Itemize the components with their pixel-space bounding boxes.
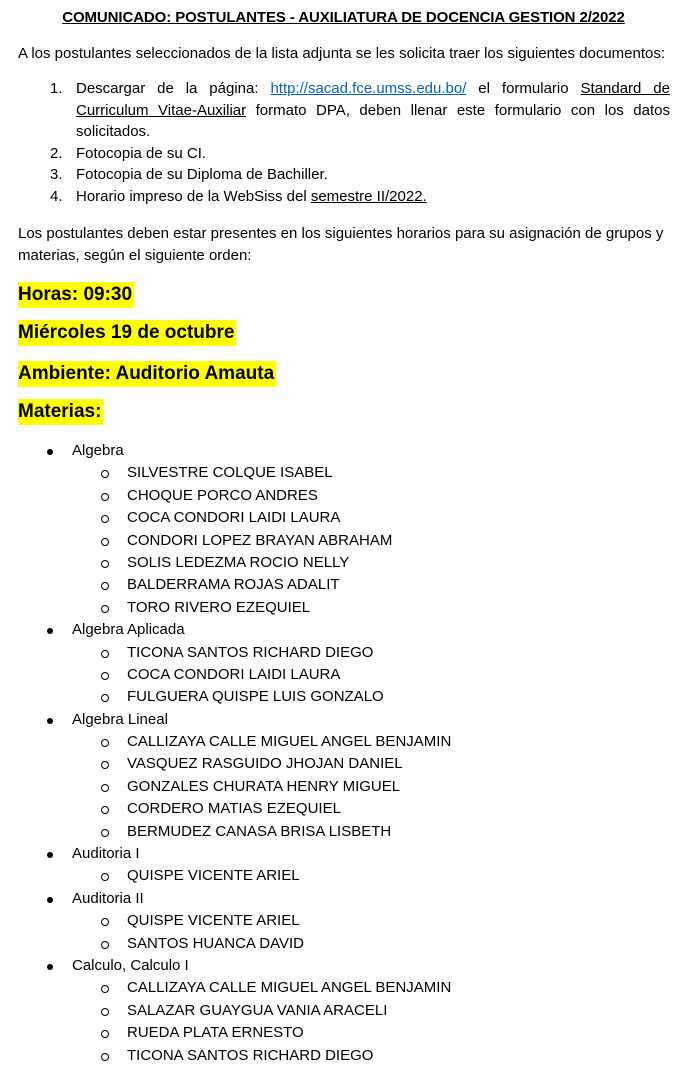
- schedule-date: Miércoles 19 de octubre: [18, 320, 236, 346]
- applicant-name: SALAZAR GUAYGUA VANIA ARACELI: [127, 1001, 388, 1019]
- circle-bullet-icon: [101, 985, 109, 993]
- applicant-item: [18, 507, 670, 529]
- circle-bullet-icon: [101, 784, 109, 792]
- applicant-item: [18, 798, 670, 820]
- subject-item: [18, 619, 670, 641]
- applicant-item: [18, 597, 670, 619]
- subjects-heading: Materias:: [18, 399, 103, 425]
- applicant-name: SILVESTRE COLQUE ISABEL: [127, 464, 333, 482]
- requirement-text: el formulario: [466, 80, 581, 97]
- applicant-item: [18, 530, 670, 552]
- applicant-item: [18, 933, 670, 955]
- circle-bullet-icon: [101, 918, 109, 926]
- subject-item: [18, 709, 670, 731]
- subject-item: [18, 955, 670, 977]
- subject-name: Algebra Lineal: [72, 710, 168, 728]
- applicant-name: BERMUDEZ CANASA BRISA LISBETH: [127, 822, 392, 840]
- applicant-name: COCA CONDORI LAIDI LAURA: [127, 509, 341, 527]
- bullet-icon: [47, 897, 53, 903]
- applicant-name: SOLIS LEDEZMA ROCIO NELLY: [127, 553, 350, 571]
- subject-item: [18, 888, 670, 910]
- list-number: 1.: [50, 80, 63, 97]
- requirement-text: Fotocopia de su CI.: [76, 144, 207, 162]
- applicant-item: [18, 1045, 670, 1067]
- applicant-name: TICONA SANTOS RICHARD DIEGO: [127, 643, 374, 661]
- applicant-item: [18, 731, 670, 753]
- circle-bullet-icon: [101, 1030, 109, 1038]
- subject-name: Auditoria II: [72, 889, 144, 907]
- bullet-icon: [47, 718, 53, 724]
- circle-bullet-icon: [101, 1008, 109, 1016]
- applicant-name: CALLIZAYA CALLE MIGUEL ANGEL BENJAMIN: [127, 979, 452, 997]
- bullet-icon: [47, 628, 53, 634]
- notice-paragraph: Los postulantes deben estar presentes en los siguientes horarios para su asignación de grupos y materias, según el siguiente orden:: [18, 225, 664, 264]
- applicant-item: [18, 776, 670, 798]
- circle-bullet-icon: [101, 605, 109, 613]
- circle-bullet-icon: [101, 829, 109, 837]
- circle-bullet-icon: [101, 560, 109, 568]
- applicant-name: CONDORI LOPEZ BRAYAN ABRAHAM: [127, 531, 393, 549]
- requirement-item: [18, 164, 670, 186]
- applicant-name: GONZALES CHURATA HENRY MIGUEL: [127, 777, 401, 795]
- applicant-item: [18, 753, 670, 775]
- requirement-item: [18, 143, 670, 165]
- applicant-name: QUISPE VICENTE ARIEL: [127, 867, 300, 885]
- list-number: 3.: [50, 166, 63, 183]
- list-number: 2.: [50, 144, 63, 162]
- circle-bullet-icon: [101, 694, 109, 702]
- form-name: Standard de Curriculum Vitae-Auxiliar: [76, 80, 670, 119]
- applicant-name: CORDERO MATIAS EZEQUIEL: [127, 800, 341, 818]
- bullet-icon: [47, 964, 53, 970]
- circle-bullet-icon: [101, 650, 109, 658]
- requirement-text: Fotocopia de su Diploma de Bachiller.: [76, 166, 328, 183]
- page-title: COMUNICADO: POSTULANTES - AUXILIATURA DE DOCENCIA GESTION 2/2022: [62, 9, 625, 26]
- circle-bullet-icon: [101, 582, 109, 590]
- subjects-list: [18, 440, 670, 1067]
- subject-name: Auditoria I: [72, 845, 140, 863]
- circle-bullet-icon: [101, 873, 109, 881]
- applicant-name: RUEDA PLATA ERNESTO: [127, 1024, 304, 1042]
- semester-text: semestre II/2022.: [310, 187, 427, 205]
- circle-bullet-icon: [101, 739, 109, 747]
- applicant-item: [18, 821, 670, 843]
- requirement-text: formato DPA, deben llenar este formulario con los datos solicitados.: [76, 101, 670, 140]
- applicant-name: TICONA SANTOS RICHARD DIEGO: [127, 1046, 374, 1064]
- applicant-name: CALLIZAYA CALLE MIGUEL ANGEL BENJAMIN: [127, 733, 452, 751]
- requirements-list: [18, 78, 670, 207]
- applicant-item: [18, 485, 670, 507]
- applicant-name: SANTOS HUANCA DAVID: [127, 934, 304, 952]
- applicant-item: [18, 865, 670, 887]
- list-number: 4.: [50, 187, 63, 205]
- applicant-item: [18, 574, 670, 596]
- schedule-venue: Ambiente: Auditorio Amauta: [18, 361, 276, 387]
- applicant-item: [18, 664, 670, 686]
- applicant-name: FULGUERA QUISPE LUIS GONZALO: [127, 688, 384, 706]
- applicant-item: [18, 462, 670, 484]
- applicant-name: COCA CONDORI LAIDI LAURA: [127, 665, 341, 683]
- applicant-item: [18, 1000, 670, 1022]
- applicant-item: [18, 1022, 670, 1044]
- bullet-icon: [47, 449, 53, 455]
- applicant-name: BALDERRAMA ROJAS ADALIT: [127, 576, 340, 594]
- sacad-link[interactable]: http://sacad.fce.umss.edu.bo/: [270, 80, 467, 97]
- requirement-item: [18, 78, 670, 143]
- requirement-text: Descargar de la página:: [76, 80, 271, 97]
- circle-bullet-icon: [101, 470, 109, 478]
- intro-paragraph: A los postulantes seleccionados de la lista adjunta se les solicita traer los siguientes documentos:: [18, 45, 666, 62]
- circle-bullet-icon: [101, 1053, 109, 1061]
- subject-item: [18, 440, 670, 462]
- applicant-item: [18, 977, 670, 999]
- subject-name: Calculo, Calculo I: [72, 956, 189, 974]
- applicant-name: TORO RIVERO EZEQUIEL: [127, 598, 311, 616]
- applicant-name: VASQUEZ RASGUIDO JHOJAN DANIEL: [127, 755, 403, 773]
- schedule-hours: Horas: 09:30: [18, 282, 134, 308]
- circle-bullet-icon: [101, 941, 109, 949]
- applicant-item: [18, 686, 670, 708]
- requirement-item: [18, 186, 670, 208]
- circle-bullet-icon: [101, 672, 109, 680]
- circle-bullet-icon: [101, 538, 109, 546]
- circle-bullet-icon: [101, 515, 109, 523]
- requirement-text: Horario impreso de la WebSiss del: [76, 187, 311, 205]
- bullet-icon: [47, 852, 53, 858]
- applicant-item: [18, 642, 670, 664]
- circle-bullet-icon: [101, 493, 109, 501]
- applicant-name: CHOQUE PORCO ANDRES: [127, 486, 318, 504]
- circle-bullet-icon: [101, 761, 109, 769]
- circle-bullet-icon: [101, 806, 109, 814]
- subject-item: [18, 843, 670, 865]
- applicant-name: QUISPE VICENTE ARIEL: [127, 912, 300, 930]
- subject-name: Algebra: [72, 442, 124, 459]
- applicant-item: [18, 552, 670, 574]
- applicant-item: [18, 910, 670, 932]
- subject-name: Algebra Aplicada: [72, 621, 185, 639]
